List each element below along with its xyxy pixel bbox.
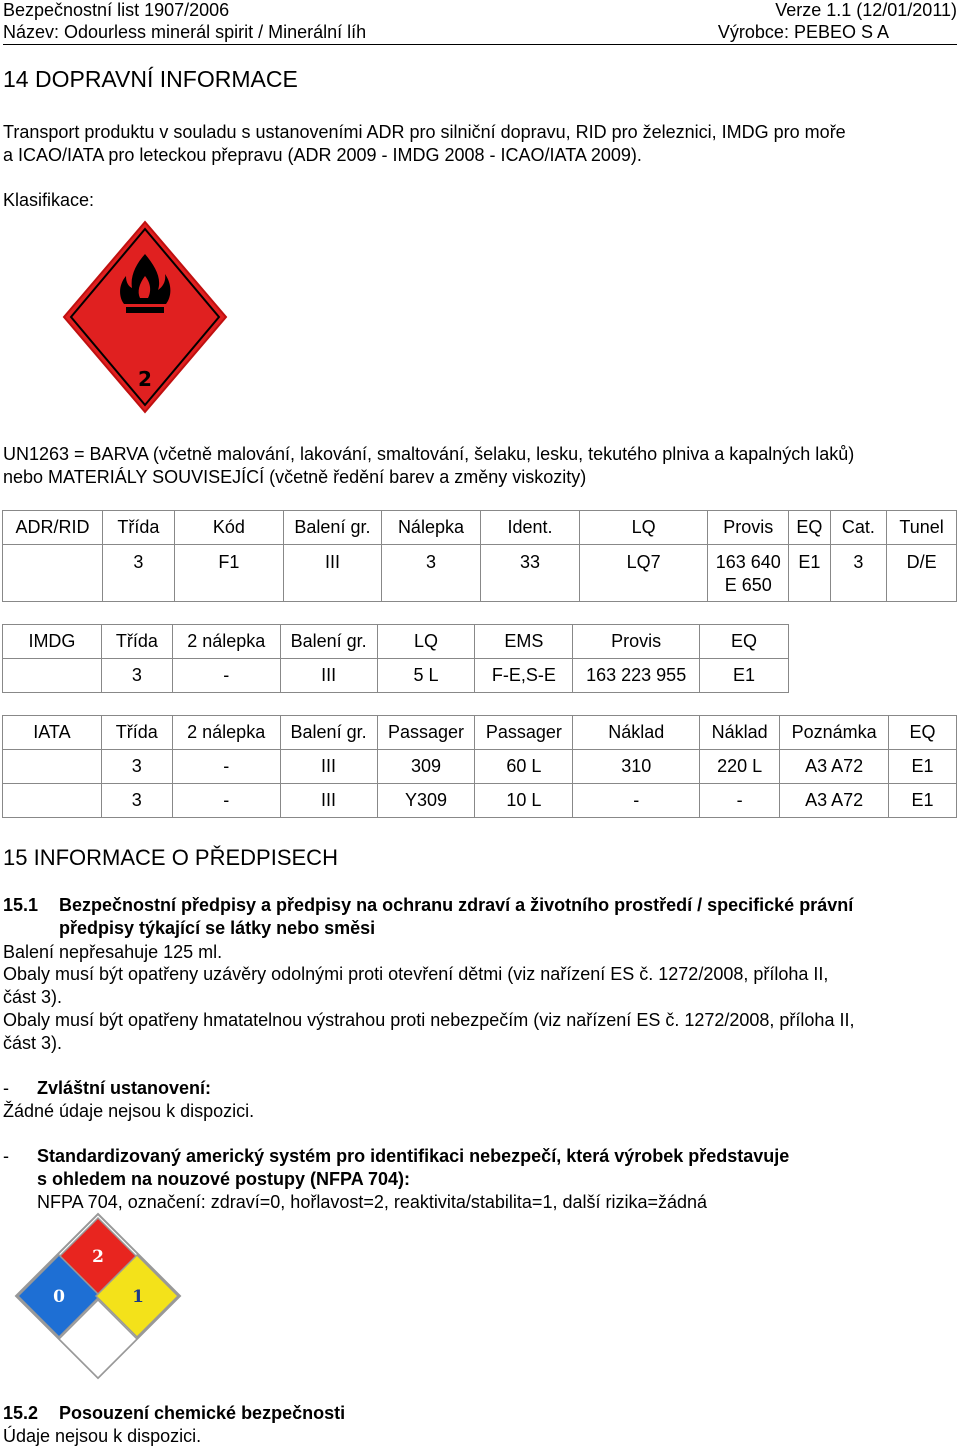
iata-header: IATA — [3, 716, 102, 750]
iata-header: Třída — [101, 716, 172, 750]
iata-cell: A3 A72 — [780, 784, 889, 818]
subsection-15-1-line-2: předpisy týkající se látky nebo směsi — [59, 918, 376, 938]
iata-header: Náklad — [573, 716, 700, 750]
iata-cell: Y309 — [377, 784, 475, 818]
tactile-warning-line-2: část 3). — [3, 1033, 63, 1053]
iata-cell: III — [280, 750, 377, 784]
imdg-header: Třída — [101, 625, 172, 659]
iata-header: Passager — [475, 716, 573, 750]
iata-cell: 3 — [101, 750, 172, 784]
packaging-note: Balení nepřesahuje 125 ml. — [3, 942, 223, 962]
adr-cell: 3 — [830, 545, 887, 602]
nfpa-flammability-value: 2 — [92, 1247, 104, 1267]
child-resistant-line-2: část 3). — [3, 987, 63, 1007]
imdg-table — [2, 624, 789, 693]
iata-cell: - — [172, 750, 280, 784]
iata-cell-empty — [3, 784, 102, 818]
imdg-header: Provis — [573, 625, 700, 659]
imdg-cell: 3 — [101, 659, 172, 693]
tactile-warning-line-1: Obaly musí být opatřeny hmatatelnou výstrahou proti nebezpečím (viz nařízení ES č. 1272/2008, příloha II, — [3, 1010, 855, 1030]
special-provisions-title: Zvláštní ustanovení: — [37, 1078, 212, 1098]
imdg-cell: 163 223 955 — [573, 659, 700, 693]
iata-data-row — [3, 784, 957, 818]
iata-data-row — [3, 750, 957, 784]
iata-cell: A3 A72 — [780, 750, 889, 784]
special-provisions-text: Žádné údaje nejsou k dispozici. — [3, 1101, 255, 1121]
iata-cell: 3 — [101, 784, 172, 818]
imdg-cell: 5 L — [377, 659, 475, 693]
iata-cell: E1 — [889, 750, 957, 784]
adr-table — [2, 510, 957, 602]
adr-header: Ident. — [480, 511, 579, 545]
section-14-title: 14 DOPRAVNÍ INFORMACE — [3, 66, 298, 92]
adr-data-row — [3, 545, 957, 602]
imdg-header: EQ — [700, 625, 789, 659]
iata-header: Balení gr. — [280, 716, 377, 750]
nfpa-text: NFPA 704, označení: zdraví=0, hořlavost=2, reaktivita/stabilita=1, další rizika=žádná — [37, 1192, 708, 1212]
special-provisions — [3, 1077, 254, 1123]
nfpa-health-value: 0 — [53, 1287, 65, 1307]
adr-header: EQ — [789, 511, 830, 545]
adr-cell-empty — [3, 545, 103, 602]
adr-cell: LQ7 — [580, 545, 708, 602]
imdg-header: IMDG — [3, 625, 102, 659]
nfpa-reactivity-value: 1 — [132, 1287, 144, 1307]
iata-cell: III — [280, 784, 377, 818]
un-line-1: UN1263 = BARVA (včetně malování, lakování, smaltování, šelaku, lesku, tekutého plniva a kapalných laků) — [3, 444, 855, 464]
child-resistant-line-1: Obaly musí být opatřeny uzávěry odolnými proti otevření dětmi (viz nařízení ES č. 1272/2008, příloha II, — [3, 964, 829, 984]
iata-header: 2 nálepka — [172, 716, 280, 750]
adr-provis-line1: 163 640 — [715, 552, 781, 572]
nfpa-title-line-1: Standardizovaný americký systém pro identifikaci nebezpečí, která výrobek představuje — [37, 1146, 790, 1166]
document-title: Bezpečnostní list 1907/2006 — [3, 0, 230, 20]
subsection-15-1-line-1: Bezpečnostní předpisy a předpisy na ochranu zdraví a životního prostředí / specifické právní — [59, 895, 854, 915]
iata-cell: - — [573, 784, 700, 818]
imdg-header-row — [3, 625, 789, 659]
iata-cell: 220 L — [700, 750, 780, 784]
imdg-header: Balení gr. — [280, 625, 377, 659]
imdg-cell-empty — [3, 659, 102, 693]
subsection-15-1-heading — [3, 894, 853, 940]
iata-header: Poznámka — [780, 716, 889, 750]
document-version: Verze 1.1 (12/01/2011) — [775, 0, 957, 20]
page-header-line1 — [3, 0, 957, 22]
subsection-15-2-text: Údaje nejsou k dispozici. — [3, 1426, 202, 1446]
adr-header: Balení gr. — [283, 511, 381, 545]
subsection-number: 15.1 — [3, 895, 39, 915]
imdg-header: 2 nálepka — [172, 625, 280, 659]
page-header-line2 — [3, 22, 957, 45]
adr-header: Tunel — [887, 511, 957, 545]
iata-cell: 309 — [377, 750, 475, 784]
transport-line-1: Transport produktu v souladu s ustanoveními ADR pro silniční dopravu, RID pro železnici, IMDG pro moře — [3, 122, 846, 142]
iata-cell: 60 L — [475, 750, 573, 784]
adr-header: Nálepka — [381, 511, 480, 545]
iata-cell: 310 — [573, 750, 700, 784]
imdg-cell: E1 — [700, 659, 789, 693]
adr-cell: F1 — [174, 545, 283, 602]
iata-cell: - — [172, 784, 280, 818]
iata-header: Passager — [377, 716, 475, 750]
adr-cell: 3 — [103, 545, 175, 602]
iata-header-row — [3, 716, 957, 750]
adr-cell: 33 — [480, 545, 579, 602]
adr-provis-cell — [708, 545, 789, 602]
subsection-15-2-title: Posouzení chemické bezpečnosti — [59, 1403, 346, 1423]
iata-cell: 10 L — [475, 784, 573, 818]
transport-line-2: a ICAO/IATA pro leteckou přepravu (ADR 2009 - IMDG 2008 - ICAO/IATA 2009). — [3, 145, 642, 165]
subsection-number: 15.2 — [3, 1403, 39, 1423]
adr-cell: E1 — [789, 545, 830, 602]
imdg-header: LQ — [377, 625, 475, 659]
iata-header: EQ — [889, 716, 957, 750]
nfpa-title-line-2: s ohledem na nouzové postupy (NFPA 704): — [37, 1169, 411, 1189]
dash-bullet: - — [3, 1146, 9, 1166]
iata-table — [2, 715, 957, 818]
transport-paragraph — [3, 121, 846, 167]
nfpa-704-diamond-icon — [14, 1212, 182, 1380]
adr-header: Třída — [103, 511, 175, 545]
adr-header: LQ — [580, 511, 708, 545]
imdg-cell: - — [172, 659, 280, 693]
iata-cell-empty — [3, 750, 102, 784]
adr-cell: D/E — [887, 545, 957, 602]
iata-cell: E1 — [889, 784, 957, 818]
section-15-title: 15 INFORMACE O PŘEDPISECH — [3, 845, 338, 870]
child-resistant-note — [3, 963, 828, 1009]
adr-header: Kód — [174, 511, 283, 545]
tactile-warning-note — [3, 1009, 854, 1055]
adr-header: Provis — [708, 511, 789, 545]
adr-header: ADR/RID — [3, 511, 103, 545]
nfpa-section — [3, 1145, 789, 1214]
imdg-cell: F-E,S-E — [475, 659, 573, 693]
product-name: Název: Odourless minerál spirit / Minerální líh — [3, 22, 367, 42]
imdg-header: EMS — [475, 625, 573, 659]
flammable-gas-hazard-icon — [62, 220, 228, 414]
classification-label: Klasifikace: — [3, 190, 95, 210]
adr-cell: 3 — [381, 545, 480, 602]
adr-header: Cat. — [830, 511, 887, 545]
iata-cell: - — [700, 784, 780, 818]
iata-header: Náklad — [700, 716, 780, 750]
adr-header-row — [3, 511, 957, 545]
adr-cell: III — [283, 545, 381, 602]
adr-provis-line2: E 650 — [724, 575, 772, 595]
manufacturer: Výrobce: PEBEO S A — [717, 22, 889, 42]
dash-bullet: - — [3, 1078, 9, 1098]
hazard-class-number: 2 — [138, 367, 152, 391]
imdg-data-row — [3, 659, 789, 693]
un-line-2: nebo MATERIÁLY SOUVISEJÍCÍ (včetně ředění barev a změny viskozity) — [3, 467, 587, 487]
subsection-15-2 — [3, 1402, 345, 1448]
imdg-cell: III — [280, 659, 377, 693]
un-description — [3, 443, 854, 489]
